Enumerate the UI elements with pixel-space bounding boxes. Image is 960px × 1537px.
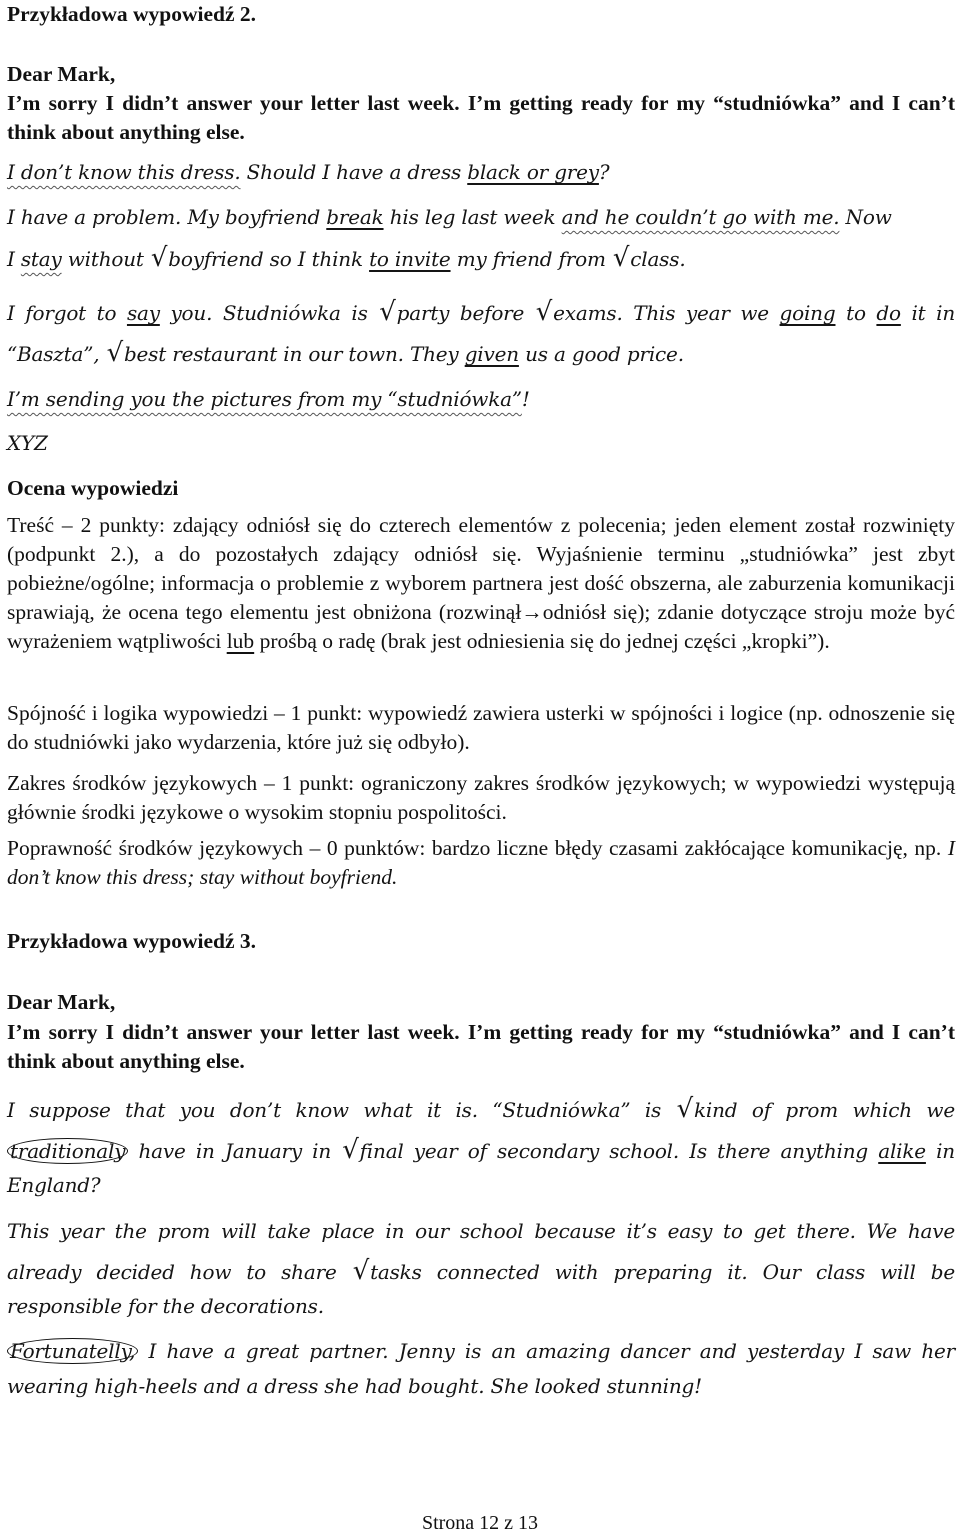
check-mark-icon: √ (612, 243, 630, 273)
letter-line: England? (7, 1173, 101, 1197)
letter-line: responsible for the decorations. (7, 1294, 324, 1318)
letter-line: wearing high-heels and a dress she had bought. She looked stunning! (7, 1374, 702, 1398)
letter-line: I don’t know this dress. Should I have a dress black or grey? (7, 160, 610, 184)
page-number: Strona 12 z 13 (421, 1512, 539, 1534)
letter-line: I forgot to say you. Studniówka is √party before √exams. This year we going to do it in (7, 297, 956, 327)
example2-greeting: Dear Mark, (7, 62, 116, 86)
check-mark-icon: √ (352, 1256, 370, 1286)
letter-line: “Baszta”, √best restaurant in our town. They given us a good price. (7, 338, 684, 368)
letter-line: traditionaly have in January in √final year of secondary school. Is there anything alike in (7, 1130, 955, 1170)
check-mark-icon: √ (106, 338, 123, 368)
letter-line: I stay without √boyfriend so I think to invite my friend from √class. (7, 243, 686, 273)
circled-word: traditionaly (7, 1138, 128, 1164)
example2-heading: Przykładowa wypowiedź 2. (7, 2, 257, 26)
letter-line: Fortunatelly, I have a great partner. Jenny is an amazing dancer and yesterday I saw her (7, 1331, 955, 1371)
letter-line: I suppose that you don’t know what it is. “Studniówka” is √kind of prom which we (7, 1094, 955, 1124)
check-mark-icon: √ (342, 1135, 359, 1165)
check-mark-icon: √ (676, 1094, 693, 1124)
check-mark-icon: √ (535, 297, 553, 327)
assessment-accuracy: Poprawność środków językowych – 0 punktów: bardzo liczne błędy czasami zakłócające komunikację, np. I don’t know this dress; stay without boyfriend. (7, 836, 955, 889)
assessment-content: Treść – 2 punkty: zdający odniósł się do czterech elementów z polecenia; jeden element został rozwinięty (podpunkt 2.), a do pozostałych zdający odniósł się. Wyjaśnienie terminu „studniówka” jest zbyt pobieżne/ogólne; informacja o problemie z wyborem partnera jest dość obszerna, ale zaburzenia komunikacji sprawiają, że ocena tego elementu jest obniżona (rozwinął→odniósł się); zdanie dotyczące stroju może być wyrażeniem wątpliwości lub prośbą o radę (brak jest odniesienia się do jednej części „kropki”). (7, 513, 955, 653)
example3-greeting: Dear Mark, (7, 990, 116, 1014)
letter-line: already decided how to share √tasks connected with preparing it. Our class will be (7, 1256, 955, 1286)
check-mark-icon: √ (379, 297, 396, 327)
letter-line: This year the prom will take place in our school because it’s easy to get there. We have (7, 1219, 955, 1243)
example2-intro: I’m sorry I didn’t answer your letter last week. I’m getting ready for my “studniówka” and I can’t think about anything else. (7, 91, 955, 144)
letter-line: I’m sending you the pictures from my “studniówka”! (7, 387, 530, 411)
assessment-heading: Ocena wypowiedzi (7, 476, 179, 500)
circled-word: Fortunatelly, (7, 1338, 138, 1364)
assessment-range: Zakres środków językowych – 1 punkt: ograniczony zakres środków językowych; w wypowiedzi występują głównie środki językowe o wysokim stopniu pospolitości. (7, 771, 955, 824)
letter-line: I have a problem. My boyfriend break his leg last week and he couldn’t go with me. Now (7, 205, 892, 229)
example3-heading: Przykładowa wypowiedź 3. (7, 929, 257, 953)
example3-intro: I’m sorry I didn’t answer your letter last week. I’m getting ready for my “studniówka” and I can’t think about anything else. (7, 1020, 955, 1073)
signature: XYZ (7, 431, 48, 455)
check-mark-icon: √ (150, 243, 168, 273)
assessment-coherence: Spójność i logika wypowiedzi – 1 punkt: wypowiedź zawiera usterki w spójności i logice (np. odnoszenie się do studniówki jako wydarzenia, które już się odbyło). (7, 701, 955, 754)
